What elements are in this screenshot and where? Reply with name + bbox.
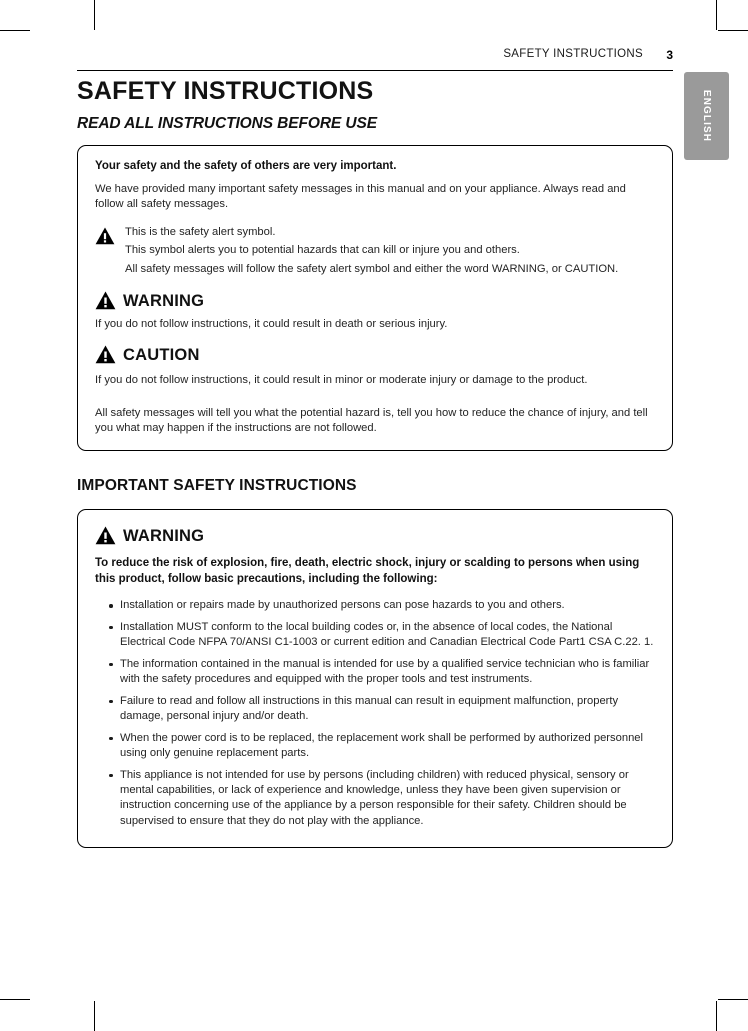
crop-mark-top-left-horizontal [0,30,30,31]
safety-alert-line-2: This symbol alerts you to potential hazards that can kill or injure you and others. [125,244,520,257]
safety-alert-symbol-lines [125,225,655,277]
important-warning-lead-text: To reduce the risk of explosion, fire, death, electric shock, injury or scalding to persons when using this product, follow basic precautions, including the following: [95,557,640,585]
page-subtitle: READ ALL INSTRUCTIONS BEFORE USE [77,114,377,132]
crop-mark-top-right-horizontal [718,30,748,31]
list-item: The information contained in the manual is intended for use by a qualified service technician who is familiar with the safety procedures and equipped with the proper tools and test instruments. [109,657,655,688]
list-item: Failure to read and follow all instructions in this manual can result in equipment malfunction, property damage, personal injury and/or death. [109,694,655,725]
warning-description: If you do not follow instructions, it could result in death or serious injury. [95,318,448,331]
caution-label: CAUTION [123,346,200,365]
safety-box-lead-text: Your safety and the safety of others are very important. [95,159,397,172]
caution-header [95,345,655,366]
safety-box-closing-text: All safety messages will tell you what the potential hazard is, tell you how to reduce the chance of injury, and tell you what may happen if the instructions are not followed. [95,406,648,435]
safety-alert-line-1: This is the safety alert symbol. [125,225,276,238]
warning-triangle-icon [95,526,116,547]
list-item: When the power cord is to be replaced, the replacement work shall be performed by authorized personnel using only genuine replacement parts. [109,731,655,762]
crop-mark-bottom-right-vertical [716,1001,717,1031]
language-tab-label: ENGLISH [701,89,712,143]
page-title: SAFETY INSTRUCTIONS [77,77,374,105]
list-item: Installation or repairs made by unauthorized persons can pose hazards to you and others. [109,598,655,613]
running-header-title: SAFETY INSTRUCTIONS [503,48,643,60]
crop-mark-top-right-vertical [716,0,717,30]
important-safety-bullet-list [95,598,655,829]
list-item: This appliance is not intended for use by persons (including children) with reduced physical, sensory or mental capabilities, or lack of experience and knowledge, unless they have been given supervision or instruction concerning use of the appliance by a person responsible for their safety. Children should be supervised to ensure that they do not play with the appliance. [109,768,655,830]
crop-mark-bottom-right-horizontal [718,999,748,1000]
list-item: Installation MUST conform to the local building codes or, in the absence of local codes, the National Electrical Code NFPA 70/ANSI C1-1003 or current edition and Canadian Electrical Code Part1 CSA C.22. 1. [109,620,655,651]
warning-triangle-icon [95,291,116,312]
important-warning-label: WARNING [123,527,205,546]
safety-alert-symbol-explanation [95,225,655,277]
safety-box-intro-text: We have provided many important safety messages in this manual and on your appliance. Always read and follow all safety messages. [95,183,626,211]
crop-mark-bottom-left-horizontal [0,999,30,1000]
safety-importance-box [77,145,673,452]
crop-mark-bottom-left-vertical [94,1001,95,1031]
safety-alert-triangle-icon [95,225,125,277]
crop-mark-top-left-vertical [94,0,95,30]
page-number: 3 [666,48,673,62]
caution-description: If you do not follow instructions, it could result in minor or moderate injury or damage to the product. [95,374,588,387]
important-safety-instructions-heading: IMPORTANT SAFETY INSTRUCTIONS [77,477,357,495]
warning-header [95,291,655,312]
important-warning-header [95,526,655,547]
language-tab-english [684,72,729,160]
header-divider-rule [77,70,673,71]
running-header [77,48,673,70]
safety-alert-line-3: All safety messages will follow the safety alert symbol and either the word WARNING, or CAUTION. [125,262,619,275]
page-content [77,78,673,848]
important-safety-instructions-box [77,509,673,848]
warning-label: WARNING [123,292,205,311]
caution-triangle-icon [95,345,116,366]
